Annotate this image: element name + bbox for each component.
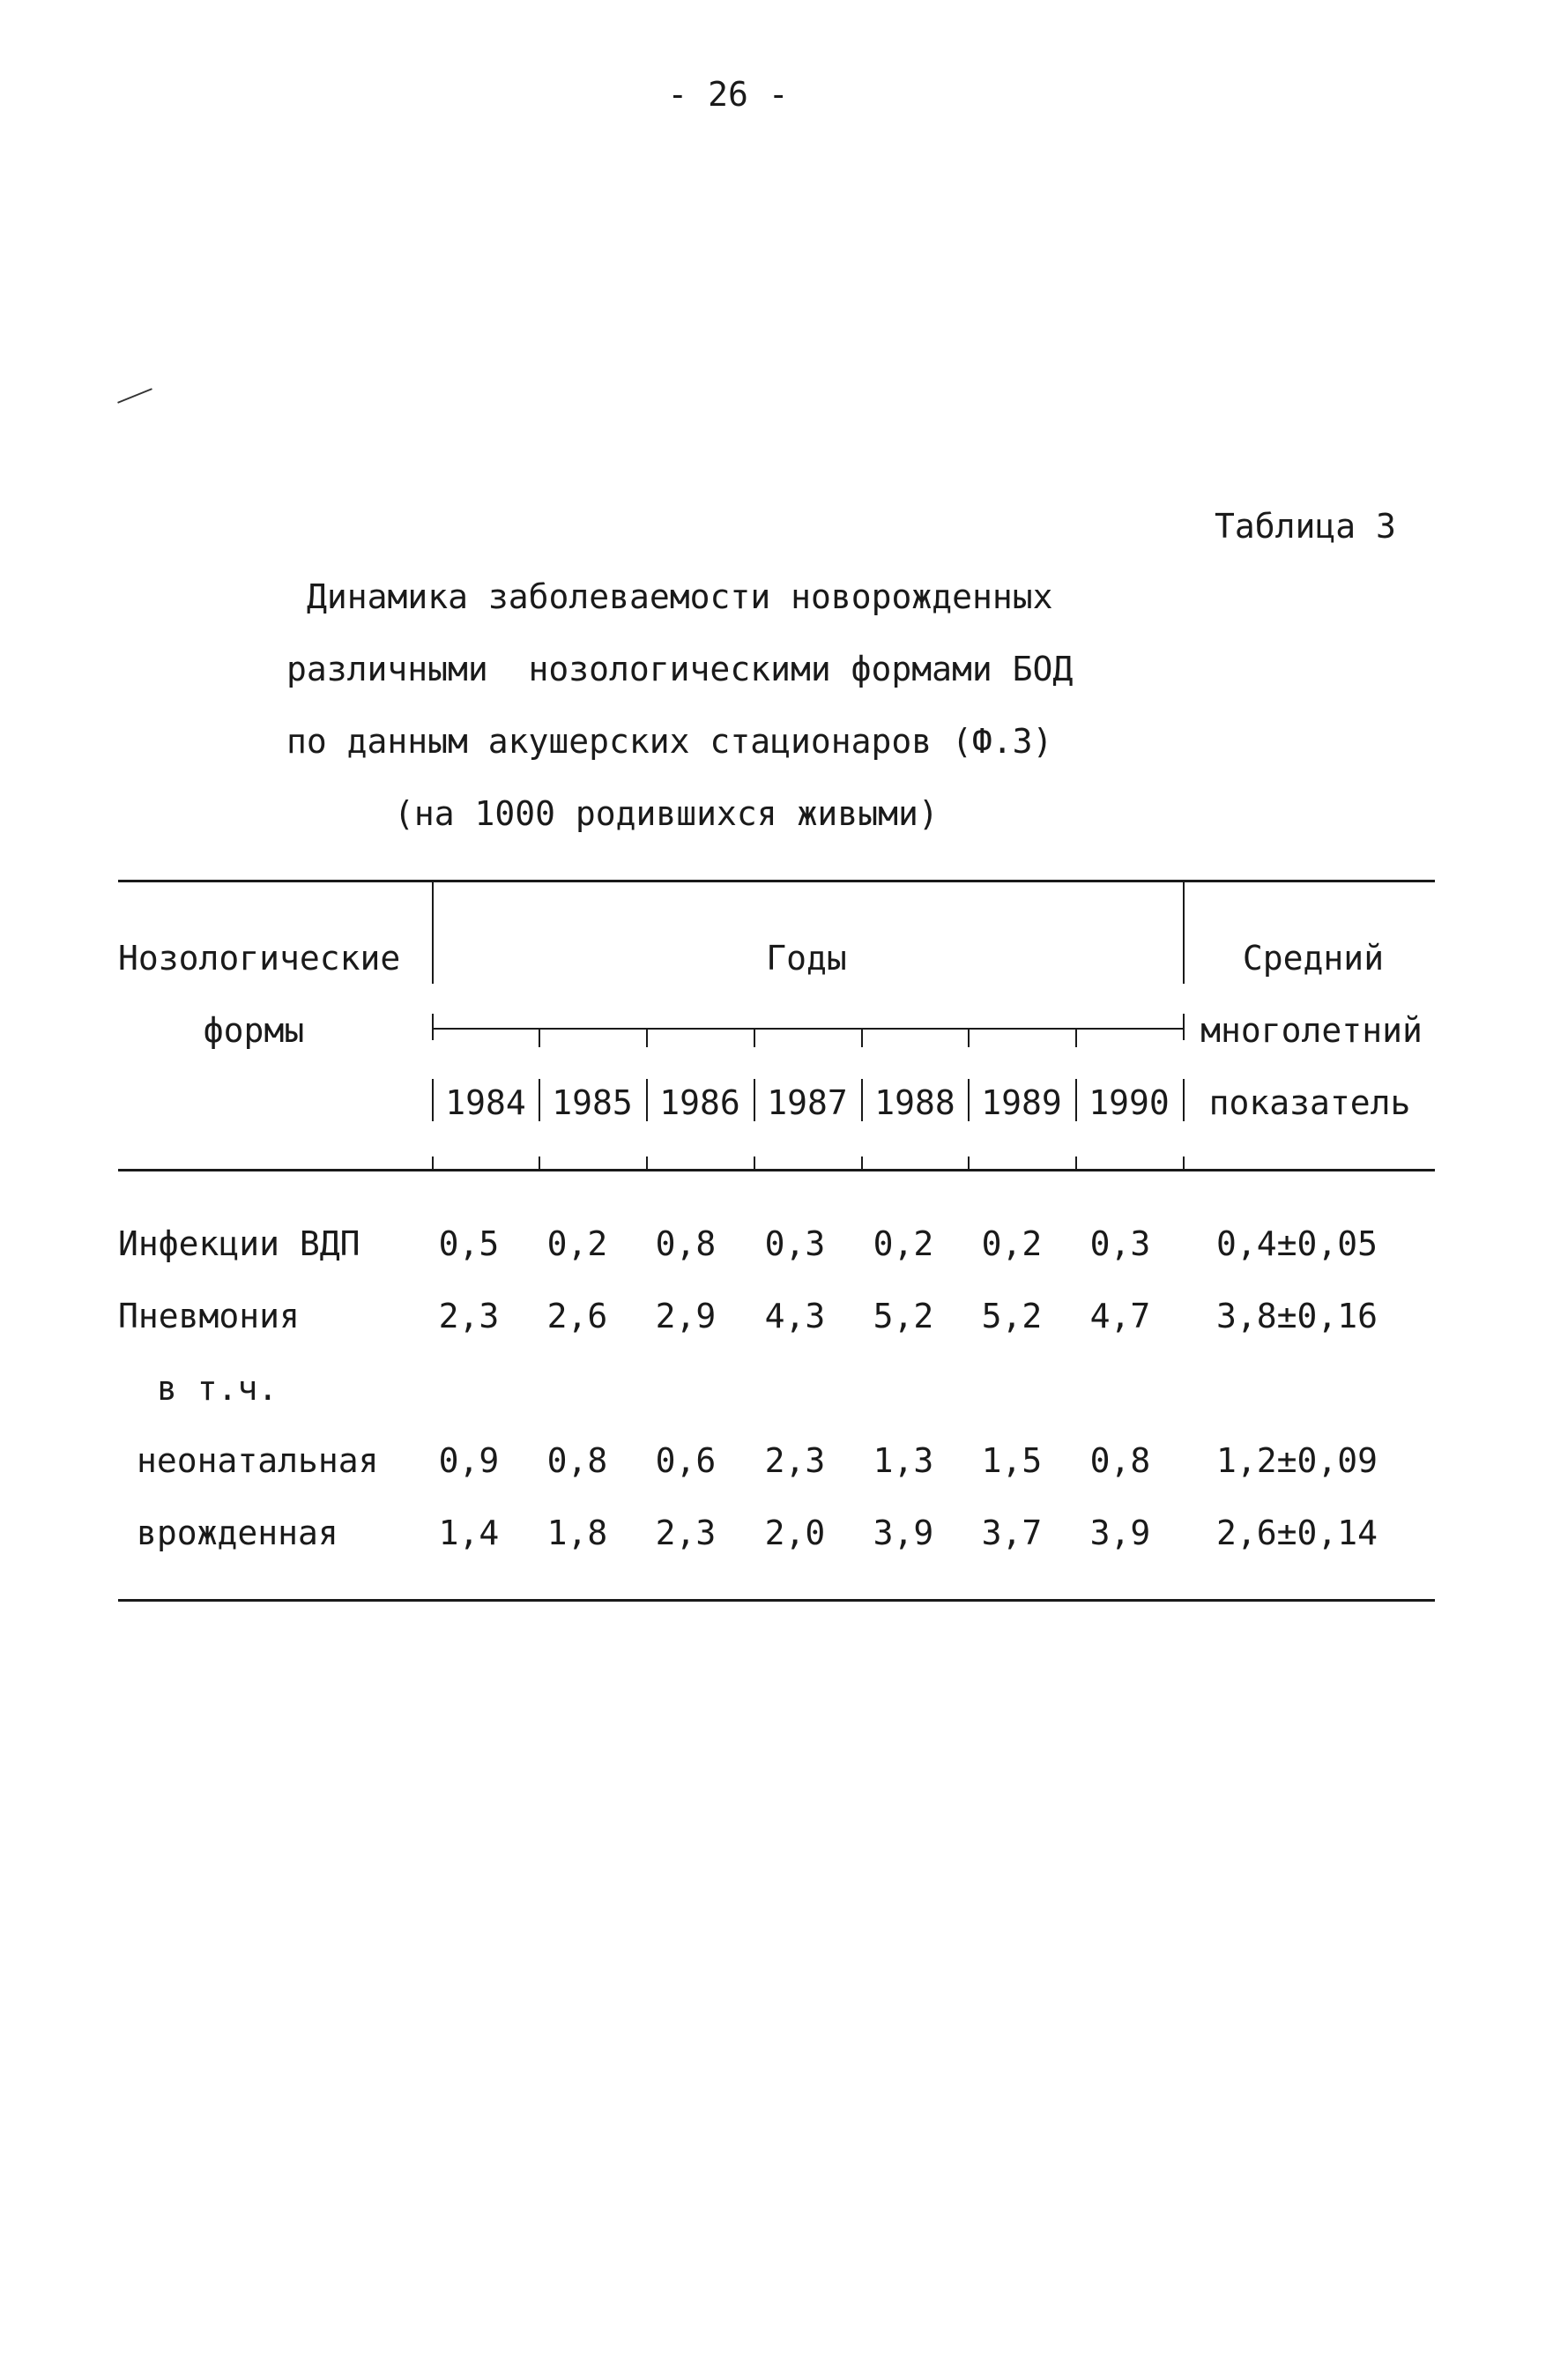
title-line-2: различными нозологическими формами БОД (286, 650, 1074, 688)
title-line-3: по данным акушерских стационаров (Ф.3) (286, 722, 1053, 761)
cell-value: 3,9 (1089, 1514, 1151, 1552)
row-label: в т.ч. (157, 1369, 279, 1408)
header-year: 1989 (981, 1083, 1062, 1122)
col-sep (1183, 1157, 1185, 1171)
header-col1-line2: формы (203, 1011, 305, 1050)
header-year: 1984 (445, 1083, 526, 1122)
header-col1-line1: Нозологические (118, 939, 401, 978)
cell-value: 2,9 (655, 1297, 717, 1335)
col-sep (754, 1079, 755, 1121)
col-sep (646, 1157, 648, 1171)
cell-value: 0,8 (546, 1441, 608, 1480)
header-rule-bottom (118, 1169, 1435, 1171)
cell-value: 5,2 (873, 1297, 934, 1335)
cell-value: 3,9 (873, 1514, 934, 1552)
header-year: 1988 (874, 1083, 955, 1122)
cell-value: 3,7 (981, 1514, 1043, 1552)
col-sep (1183, 1079, 1185, 1121)
col-sep (1183, 881, 1185, 984)
cell-value: 5,2 (981, 1297, 1043, 1335)
col-sep (754, 1157, 755, 1171)
cell-value: 0,3 (1089, 1224, 1151, 1263)
cell-value: 2,3 (764, 1441, 826, 1480)
col-sep (1075, 1079, 1077, 1121)
col-sep (432, 881, 434, 984)
stray-pen-mark (117, 388, 152, 404)
years-span-rule (432, 1028, 1183, 1030)
col-sep (539, 1157, 540, 1171)
cell-value: 2,3 (438, 1297, 500, 1335)
col-sep (968, 1079, 970, 1121)
col-sep (432, 1157, 434, 1171)
header-avg-line1: Средний (1242, 939, 1385, 978)
cell-value: 0,8 (655, 1224, 717, 1263)
row-label: врожденная (137, 1514, 338, 1552)
col-sep (1075, 1157, 1077, 1171)
bottom-rule (118, 1599, 1435, 1602)
cell-value: 1,4 (438, 1514, 500, 1552)
row-label: неонатальная (137, 1441, 379, 1480)
header-avg-line3: показатель (1208, 1083, 1411, 1122)
cell-avg: 0,4±0,05 (1216, 1224, 1378, 1263)
title-line-4: (на 1000 родившихся живыми) (394, 794, 939, 833)
table-label: Таблица 3 (1215, 507, 1396, 546)
cell-value: 1,3 (873, 1441, 934, 1480)
page-number: - 26 - (667, 75, 789, 114)
col-sep (861, 1157, 863, 1171)
header-years-label: Годы (766, 939, 847, 978)
cell-value: 1,5 (981, 1441, 1043, 1480)
header-year: 1987 (767, 1083, 848, 1122)
header-avg-line2: многолетний (1200, 1011, 1423, 1050)
top-rule (118, 880, 1435, 882)
cell-value: 0,2 (981, 1224, 1043, 1263)
col-sep (861, 1030, 863, 1047)
cell-value: 0,2 (546, 1224, 608, 1263)
cell-value: 1,8 (546, 1514, 608, 1552)
cell-value: 4,3 (764, 1297, 826, 1335)
col-sep (1075, 1030, 1077, 1047)
col-sep (539, 1079, 540, 1121)
row-label: Пневмония (118, 1297, 300, 1335)
cell-value: 2,3 (655, 1514, 717, 1552)
cell-value: 0,6 (655, 1441, 717, 1480)
cell-value: 0,2 (873, 1224, 934, 1263)
cell-value: 0,9 (438, 1441, 500, 1480)
header-year: 1985 (552, 1083, 633, 1122)
cell-value: 0,8 (1089, 1441, 1151, 1480)
col-sep (646, 1030, 648, 1047)
cell-value: 0,3 (764, 1224, 826, 1263)
header-year: 1986 (659, 1083, 740, 1122)
col-sep (968, 1157, 970, 1171)
cell-value: 2,0 (764, 1514, 826, 1552)
col-sep (968, 1030, 970, 1047)
title-line-1: Динамика заболеваемости новорожденных (307, 577, 1053, 616)
cell-value: 0,5 (438, 1224, 500, 1263)
col-sep (432, 1079, 434, 1121)
col-sep (432, 1014, 434, 1040)
header-year: 1990 (1089, 1083, 1170, 1122)
col-sep (539, 1030, 540, 1047)
row-label: Инфекции ВДП (118, 1224, 360, 1263)
col-sep (646, 1079, 648, 1121)
col-sep (861, 1079, 863, 1121)
col-sep (1183, 1014, 1185, 1040)
cell-value: 4,7 (1089, 1297, 1151, 1335)
cell-value: 2,6 (546, 1297, 608, 1335)
col-sep (754, 1030, 755, 1047)
cell-avg: 1,2±0,09 (1216, 1441, 1378, 1480)
cell-avg: 3,8±0,16 (1216, 1297, 1378, 1335)
cell-avg: 2,6±0,14 (1216, 1514, 1378, 1552)
